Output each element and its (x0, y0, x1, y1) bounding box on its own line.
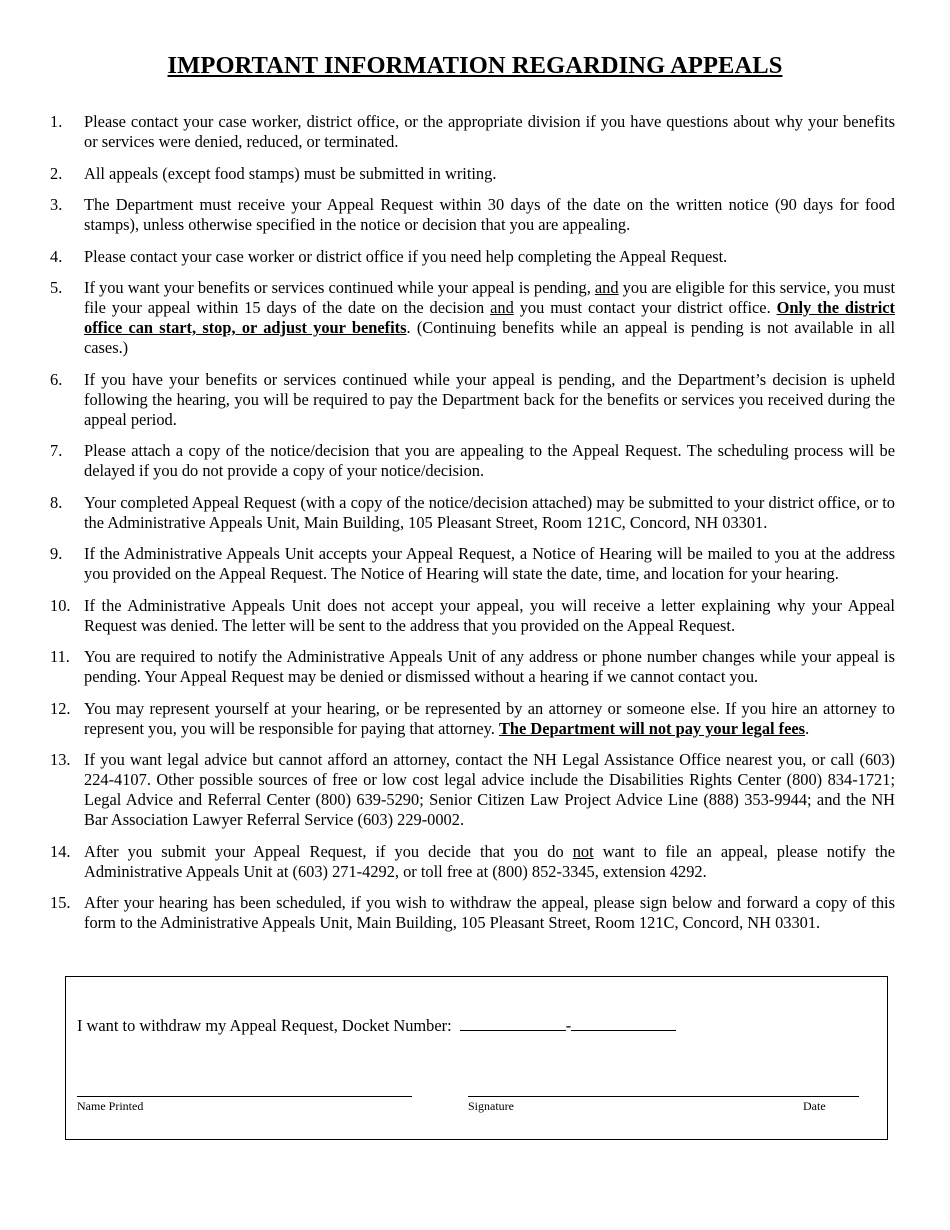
appeal-information-list (50, 112, 895, 945)
signature-label: Signature (468, 1099, 514, 1113)
item-number: 9. (50, 544, 63, 563)
withdraw-statement: I want to withdraw my Appeal Request, Docket Number: (77, 1016, 452, 1035)
list-item (50, 112, 895, 152)
item-text-segment: you must contact your district office. (513, 298, 777, 317)
item-text-segment: The Department will not pay your legal fees (498, 718, 806, 738)
list-item (50, 699, 895, 739)
item-number: 1. (50, 112, 63, 131)
docket-number-part1-field[interactable] (460, 1015, 566, 1031)
list-item (50, 842, 895, 882)
item-text-segment: If you want legal advice but cannot afford an attorney, contact the NH Legal Assistance Office nearest you, or call (603) 224-4107. Other possible sources of free or low cost legal advice include the Disabilities Rights Center (800) 834-1721; Legal Advice and Referral Center (800) 639-5290; Senior Citizen Law Project Advice Line (888) 353-9944; and the NH Bar Association Lawyer Referral Service (603) 229-0002. (84, 750, 895, 829)
name-printed-label: Name Printed (77, 1099, 144, 1113)
list-item (50, 493, 895, 533)
item-number: 12. (50, 698, 71, 718)
item-text-segment: Please contact your case worker or district office if you need help completing the Appeal Request. (84, 246, 728, 266)
item-number: 14. (50, 841, 71, 861)
item-number: 3. (50, 195, 63, 214)
item-text-segment: If you have your benefits or services continued while your appeal is pending, and the Department’s decision is upheld following the hearing, you will be required to pay the Department back for the benefits or services you received during the appeal period. (84, 369, 895, 429)
item-number: 8. (50, 492, 63, 512)
item-number: 11. (50, 647, 70, 666)
item-text-segment: you are eligible for this service, you must file your appeal within 15 days of the date on the decision (84, 278, 895, 317)
item-text-segment: If you want your benefits or services continued while your appeal is pending, (84, 278, 595, 297)
item-number: 6. (50, 369, 63, 389)
signature-date-line[interactable] (468, 1096, 859, 1097)
item-text-segment: Please contact your case worker, district office, or the appropriate division if you have questions about why your benefits or services were denied, reduced, or terminated. (84, 112, 895, 151)
item-text-segment: and (594, 278, 619, 297)
date-label: Date (803, 1099, 826, 1113)
item-text-segment: If the Administrative Appeals Unit does not accept your appeal, you will receive a letter explaining why your Appeal Request was denied. The letter will be sent to the address that you provided on the Appeal Request. (84, 595, 895, 635)
list-item (50, 247, 895, 267)
list-item (50, 596, 895, 636)
item-number: 5. (50, 278, 63, 297)
item-text-segment: Your completed Appeal Request (with a copy of the notice/decision attached) may be submitted to your district office, or to the Administrative Appeals Unit, Main Building, 105 Pleasant Street, Room 121C, Concord, NH 03301. (84, 492, 895, 532)
item-number: 4. (50, 246, 63, 266)
withdraw-statement-row (77, 1015, 676, 1036)
item-text-segment: want to file an appeal, please notify the Administrative Appeals Unit at (603) 271-4292, or toll free at (800) 852-3345, extension 4292. (84, 841, 896, 881)
item-text-segment: If the Administrative Appeals Unit accepts your Appeal Request, a Notice of Hearing will be mailed to you at the address you provided on the Appeal Request. The Notice of Hearing will state the date, time, and location for your hearing. (84, 544, 895, 583)
list-item (50, 278, 895, 358)
item-text-segment: Only the district office can start, stop, or adjust your benefits (84, 298, 895, 337)
name-printed-line[interactable] (77, 1096, 412, 1097)
item-text-segment: You may represent yourself at your hearing, or be represented by an attorney or someone else. If you hire an attorney to represent you, you will be responsible for paying that attorney. (84, 698, 895, 738)
list-item (50, 544, 895, 584)
list-item (50, 750, 895, 830)
list-item (50, 647, 895, 687)
list-item (50, 195, 895, 235)
item-number: 7. (50, 441, 63, 460)
item-text-segment: After you submit your Appeal Request, if you decide that you do (84, 841, 573, 861)
item-text-segment: You are required to notify the Administrative Appeals Unit of any address or phone number changes while your appeal is pending. Your Appeal Request may be denied or dismissed without a hearing if we cannot contact you. (84, 647, 895, 686)
item-text-segment: . (Continuing benefits while an appeal is pending is not available in all cases.) (84, 318, 895, 357)
item-text-segment: After your hearing has been scheduled, if you wish to withdraw the appeal, please sign below and forward a copy of this form to the Administrative Appeals Unit, Main Building, 105 Pleasant Street, Room 121C, Concord, NH 03301. (84, 893, 895, 932)
item-text-segment: The Department must receive your Appeal Request within 30 days of the date on the written notice (90 days for food stamps), unless otherwise specified in the notice or decision that you are appealing. (84, 195, 895, 234)
item-number: 15. (50, 893, 71, 912)
list-item (50, 164, 895, 184)
withdraw-form-box (65, 976, 888, 1140)
list-item (50, 370, 895, 430)
list-item (50, 441, 895, 481)
list-item (50, 893, 895, 933)
docket-separator: - (565, 1016, 572, 1035)
docket-number-part2-field[interactable] (571, 1015, 676, 1031)
item-number: 10. (50, 595, 71, 615)
item-text-segment: not (572, 841, 594, 861)
item-text-segment: . (805, 718, 810, 738)
item-text-segment: All appeals (except food stamps) must be submitted in writing. (84, 163, 497, 183)
item-number: 2. (50, 163, 63, 183)
item-text-segment: and (490, 298, 514, 317)
item-number: 13. (50, 750, 71, 769)
document-title: IMPORTANT INFORMATION REGARDING APPEALS (167, 52, 783, 79)
item-text-segment: Please attach a copy of the notice/decision that you are appealing to the Appeal Request. The scheduling process will be delayed if you do not provide a copy of your notice/decision. (84, 441, 895, 480)
